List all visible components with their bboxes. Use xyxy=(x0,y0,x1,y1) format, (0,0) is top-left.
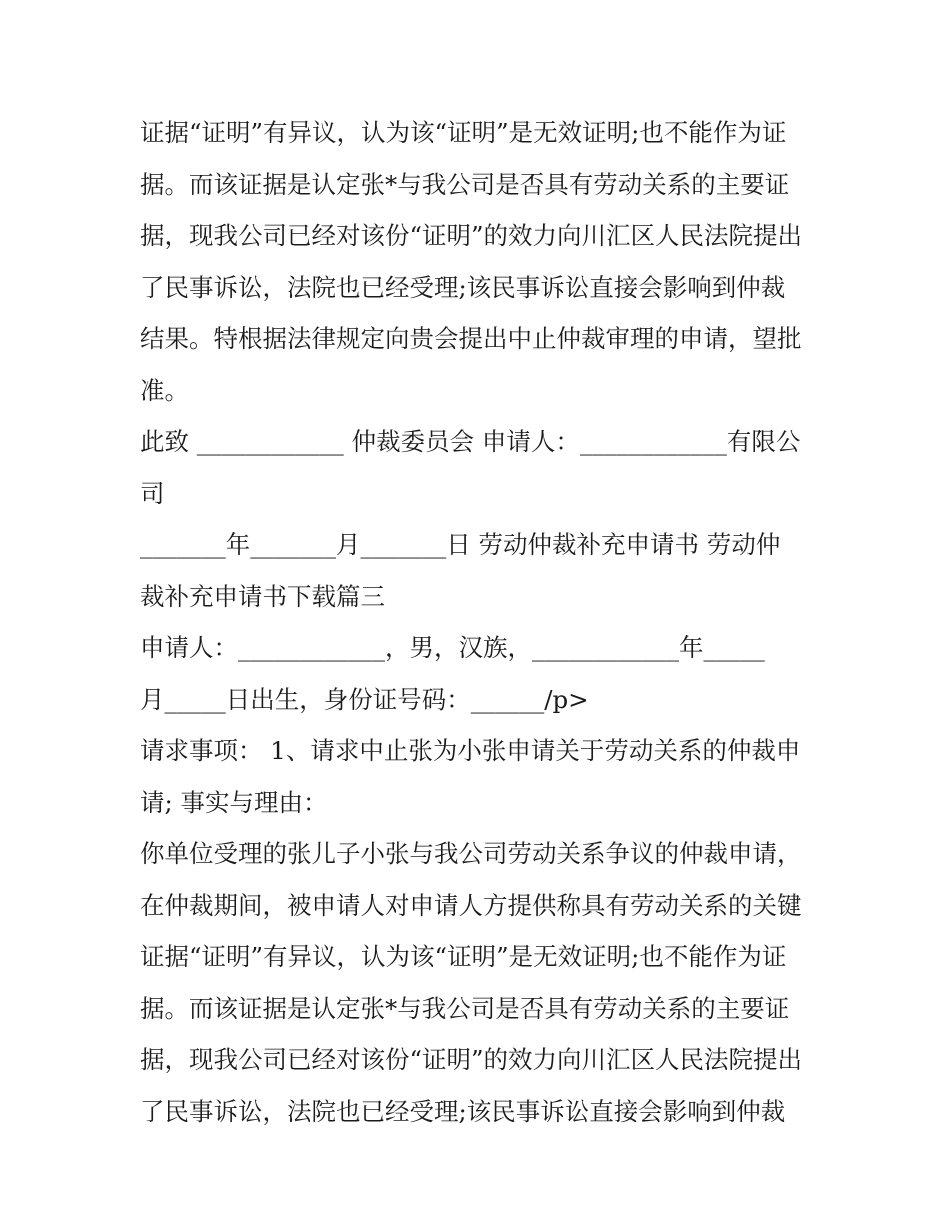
text-line: 在仲裁期间，被申请人对申请人方提供称具有劳动关系的关键 xyxy=(140,890,802,920)
text-line: 据。而该证据是认定张*与我公司是否具有劳动关系的主要证 xyxy=(140,169,790,199)
text-line: 证据“证明”有异议，认为该“证明”是无效证明;也不能作为证 xyxy=(140,942,787,971)
text-line: _______年_______月_______日 劳动仲裁补充申请书 劳动仲 xyxy=(140,530,781,559)
document-body xyxy=(140,107,820,1137)
text-line: 准。 xyxy=(140,375,189,405)
text-line: 据。而该证据是认定张*与我公司是否具有劳动关系的主要证 xyxy=(140,993,790,1023)
text-line: 申请人：____________，男，汉族，____________年_____ xyxy=(140,633,765,662)
text-line: 月_____日出生，身份证号码：______/p> xyxy=(140,684,589,714)
text-line: 了民事诉讼，法院也已经受理;该民事诉讼直接会影响到仲裁 xyxy=(140,272,786,302)
text-line: 裁补充申请书下载篇三 xyxy=(140,581,385,611)
text-line: 此致 ____________ 仲裁委员会 申请人：____________有限公 xyxy=(140,427,801,456)
text-line: 了民事诉讼，法院也已经受理;该民事诉讼直接会影响到仲裁 xyxy=(140,1096,786,1126)
text-line: 请; 事实与理由： xyxy=(140,787,328,817)
text-line: 司 xyxy=(140,478,165,508)
text-line: 结果。特根据法律规定向贵会提出中止仲裁审理的申请，望批 xyxy=(140,324,802,353)
text-line: 据，现我公司已经对该份“证明”的效力向川汇区人民法院提出 xyxy=(140,1045,803,1074)
text-line: 你单位受理的张儿子小张与我公司劳动关系争议的仲裁申请， xyxy=(140,839,802,868)
text-line: 证据“证明”有异议，认为该“证明”是无效证明;也不能作为证 xyxy=(140,118,787,147)
text-line: 请求事项： 1、请求中止张为小张申请关于劳动关系的仲裁申 xyxy=(140,736,801,765)
text-line: 据，现我公司已经对该份“证明”的效力向川汇区人民法院提出 xyxy=(140,221,803,250)
